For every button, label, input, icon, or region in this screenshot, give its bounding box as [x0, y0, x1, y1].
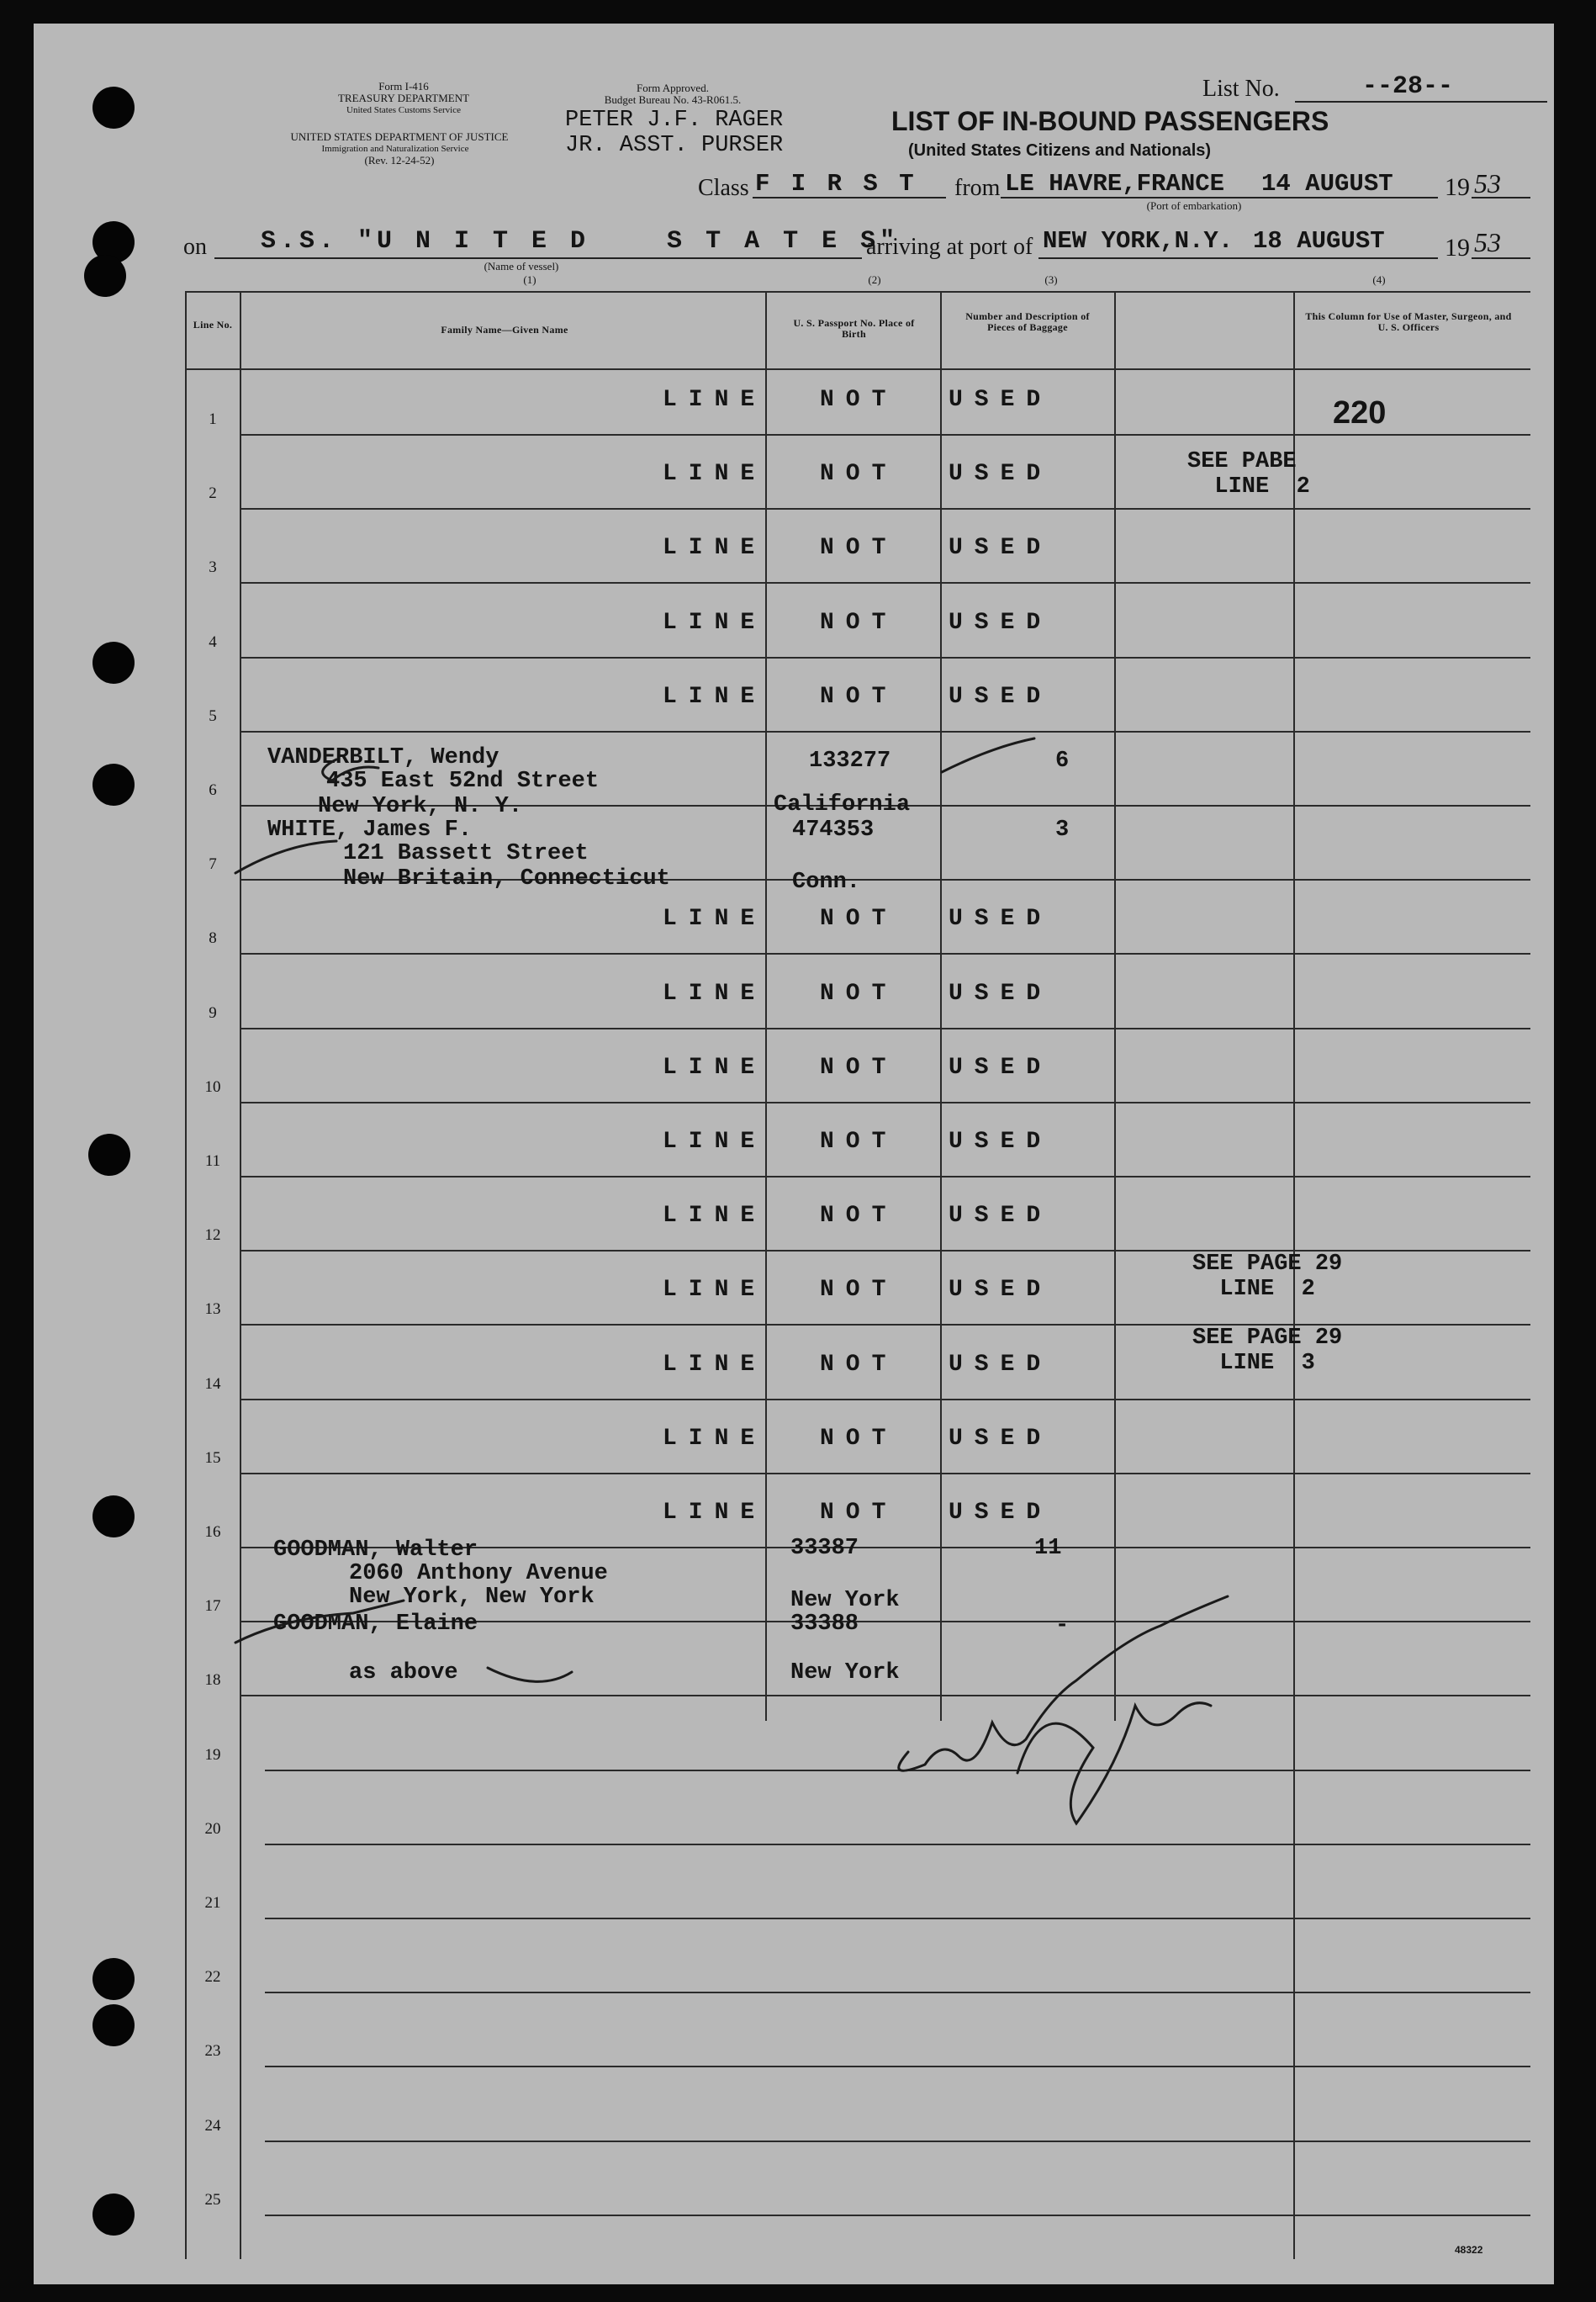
- line-number: 16: [204, 1523, 221, 1541]
- arrival-year: 53: [1474, 227, 1501, 257]
- not-used-not: NOT: [820, 387, 898, 413]
- from-label: from: [954, 175, 1001, 201]
- not-used-line: LINE: [663, 1351, 767, 1378]
- not-used-used: USED: [949, 461, 1053, 488]
- col-header-name: Family Name—Given Name: [441, 324, 568, 336]
- line-number: 2: [209, 484, 217, 503]
- not-used-used: USED: [949, 1425, 1053, 1452]
- not-used-line: LINE: [663, 980, 767, 1007]
- vessel-caption: (Name of vessel): [484, 260, 559, 273]
- line-number: 14: [204, 1374, 221, 1393]
- not-used-used: USED: [949, 1277, 1053, 1304]
- passenger-name: WHITE, James F.: [267, 818, 473, 843]
- not-used-used: USED: [949, 683, 1053, 710]
- not-used-not: NOT: [820, 609, 898, 636]
- not-used-line: LINE: [663, 906, 767, 933]
- not-used-not: NOT: [820, 1054, 898, 1081]
- col-marker-2: (2): [868, 273, 881, 286]
- line-number: 1: [209, 410, 217, 428]
- not-used-used: USED: [949, 980, 1053, 1007]
- line-number: 15: [204, 1448, 221, 1467]
- manifest-page: [34, 24, 1554, 2284]
- col-header-passport: U. S. Passport No. Place of Birth: [793, 317, 915, 340]
- page-subtitle: (United States Citizens and Nationals): [908, 141, 1212, 160]
- not-used-not: NOT: [820, 1277, 898, 1304]
- not-used-not: NOT: [820, 1351, 898, 1378]
- port-embark-caption: (Port of embarkation): [1146, 199, 1242, 212]
- line-number: 23: [204, 2042, 221, 2061]
- passenger-address: New York, New York: [349, 1585, 595, 1610]
- baggage-count: 3: [1055, 818, 1070, 843]
- officer-note: SEE PAGE 29 LINE 2: [1192, 1252, 1343, 1302]
- line-number: 24: [204, 2116, 221, 2135]
- line-number: 10: [204, 1077, 221, 1096]
- purser-title: JR. ASST. PURSER: [565, 133, 784, 158]
- class-value: F I R S T: [755, 170, 917, 198]
- baggage-count: 11: [1034, 1536, 1062, 1561]
- form-number: Form I-416: [378, 80, 429, 93]
- col-marker-4: (4): [1372, 273, 1386, 286]
- passenger-address: 435 East 52nd Street: [326, 769, 600, 794]
- embark-year: 53: [1474, 168, 1501, 198]
- line-number: 11: [204, 1152, 221, 1170]
- customs-service: United States Customs Service: [346, 105, 461, 115]
- col-header-baggage: Number and Description of Pieces of Baggage: [965, 310, 1090, 333]
- officer-total: 220: [1333, 395, 1387, 431]
- not-used-line: LINE: [663, 1277, 767, 1304]
- not-used-not: NOT: [820, 1203, 898, 1230]
- not-used-used: USED: [949, 906, 1053, 933]
- not-used-line: LINE: [663, 683, 767, 710]
- list-no-label: List No.: [1202, 76, 1280, 102]
- line-number: 13: [204, 1300, 221, 1319]
- line-number: 21: [204, 1894, 221, 1912]
- not-used-not: NOT: [820, 461, 898, 488]
- not-used-line: LINE: [663, 461, 767, 488]
- vessel-name: S.S. "U N I T E D S T A T E S": [261, 227, 900, 256]
- ins-name: Immigration and Naturalization Service: [321, 144, 469, 154]
- baggage-count: -: [1055, 1613, 1070, 1638]
- not-used-line: LINE: [663, 1054, 767, 1081]
- footer-code: 48322: [1455, 2244, 1483, 2256]
- passenger-address: as above: [349, 1660, 458, 1685]
- not-used-used: USED: [949, 535, 1053, 562]
- line-number: 12: [204, 1226, 221, 1245]
- not-used-not: NOT: [820, 1425, 898, 1452]
- arrival-port: NEW YORK,N.Y.: [1043, 227, 1234, 255]
- line-number: 20: [204, 1819, 221, 1838]
- revision: (Rev. 12-24-52): [364, 154, 435, 167]
- inspector-marks: [34, 24, 1554, 2284]
- on-label: on: [183, 234, 207, 260]
- treasury-department: TREASURY DEPARTMENT: [337, 92, 470, 104]
- not-used-used: USED: [949, 387, 1053, 413]
- not-used-used: USED: [949, 1054, 1053, 1081]
- not-used-not: NOT: [820, 535, 898, 562]
- birthplace: New York: [790, 1588, 900, 1613]
- not-used-line: LINE: [663, 1203, 767, 1230]
- passenger-address: New York, N. Y.: [318, 794, 523, 819]
- passenger-name: VANDERBILT, Wendy: [267, 745, 499, 770]
- passenger-address: 2060 Anthony Avenue: [349, 1561, 608, 1586]
- not-used-not: NOT: [820, 683, 898, 710]
- line-number: 7: [209, 855, 217, 874]
- not-used-line: LINE: [663, 609, 767, 636]
- officer-note: SEE PABE LINE 2: [1187, 449, 1310, 500]
- arrival-year-prefix: 19: [1445, 234, 1470, 262]
- arrival-date: 18 AUGUST: [1253, 227, 1385, 255]
- line-number: 3: [209, 558, 217, 577]
- line-number: 17: [204, 1597, 221, 1616]
- passenger-name: GOODMAN, Elaine: [273, 1611, 478, 1637]
- class-label: Class: [698, 175, 749, 201]
- line-number: 18: [204, 1671, 221, 1690]
- birthplace: New York: [790, 1660, 900, 1685]
- arriving-label: arriving at port of: [866, 234, 1033, 260]
- line-number: 22: [204, 1968, 221, 1987]
- embarkation-date: 14 AUGUST: [1261, 170, 1393, 198]
- form-approved: Form Approved.: [637, 82, 709, 94]
- port-of-embarkation: LE HAVRE,FRANCE: [1005, 170, 1225, 198]
- not-used-line: LINE: [663, 1129, 767, 1155]
- not-used-not: NOT: [820, 1500, 898, 1526]
- not-used-used: USED: [949, 1351, 1053, 1378]
- line-number: 19: [204, 1745, 221, 1764]
- budget-bureau: Budget Bureau No. 43-R061.5.: [604, 93, 742, 106]
- not-used-used: USED: [949, 609, 1053, 636]
- col-marker-1: (1): [523, 273, 536, 286]
- not-used-used: USED: [949, 1500, 1053, 1526]
- not-used-line: LINE: [663, 1500, 767, 1526]
- passport-number: 33388: [790, 1611, 859, 1637]
- col-marker-3: (3): [1044, 273, 1058, 286]
- passport-number: 133277: [809, 749, 891, 774]
- not-used-line: LINE: [663, 1425, 767, 1452]
- purser-name: PETER J.F. RAGER: [565, 108, 784, 133]
- passport-number: 33387: [790, 1536, 859, 1561]
- line-number: 4: [209, 632, 217, 651]
- not-used-line: LINE: [663, 387, 767, 413]
- birthplace: California: [774, 792, 911, 818]
- col-header-line-no: Line No.: [193, 319, 233, 331]
- passenger-address: 121 Bassett Street: [343, 841, 589, 866]
- officer-note: SEE PAGE 29 LINE 3: [1192, 1326, 1343, 1376]
- col-header-officers: This Column for Use of Master, Surgeon, and U. S. Officers: [1305, 310, 1512, 333]
- not-used-not: NOT: [820, 1129, 898, 1155]
- not-used-used: USED: [949, 1129, 1053, 1155]
- page-title: LIST OF IN-BOUND PASSENGERS: [891, 106, 1329, 136]
- baggage-count: 6: [1055, 749, 1070, 774]
- line-number: 5: [209, 706, 217, 725]
- not-used-line: LINE: [663, 535, 767, 562]
- line-number: 6: [209, 781, 217, 799]
- list-no-value: --28--: [1362, 72, 1454, 101]
- not-used-used: USED: [949, 1203, 1053, 1230]
- passenger-address: New Britain, Connecticut: [343, 866, 670, 892]
- passport-number: 474353: [792, 818, 875, 843]
- line-number: 9: [209, 1003, 217, 1022]
- not-used-not: NOT: [820, 980, 898, 1007]
- birthplace: Conn.: [792, 870, 861, 895]
- line-number: 25: [204, 2190, 221, 2209]
- embark-year-prefix: 19: [1445, 173, 1470, 201]
- passenger-name: GOODMAN, Walter: [273, 1537, 478, 1563]
- department-of-justice: UNITED STATES DEPARTMENT OF JUSTICE: [290, 130, 509, 143]
- not-used-not: NOT: [820, 906, 898, 933]
- line-number: 8: [209, 929, 217, 948]
